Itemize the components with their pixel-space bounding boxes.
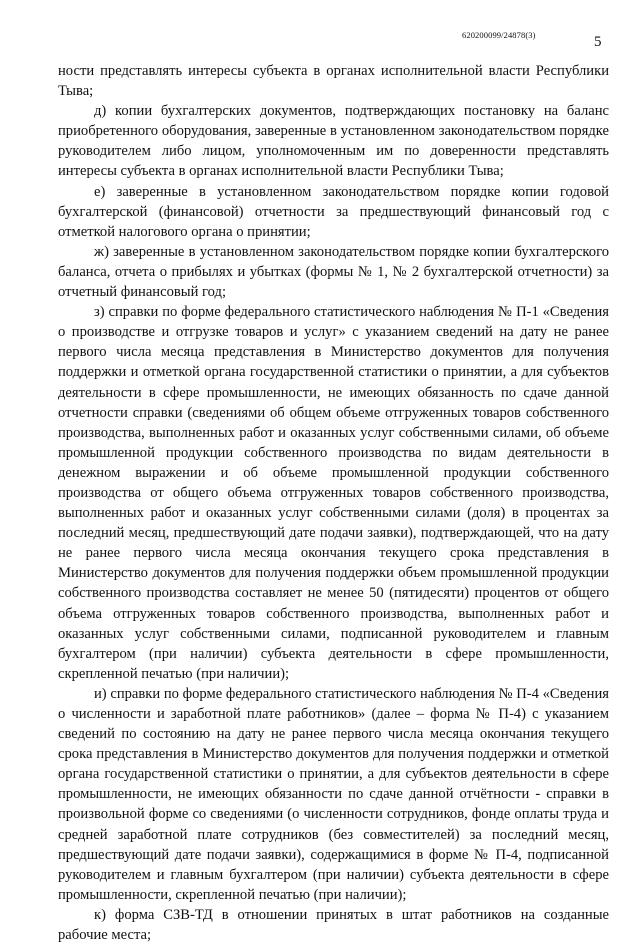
paragraph-item-i: и) справки по форме федерального статистического наблюдения № П-4 «Сведения о численности и заработной плате работников» (далее – форма № П-4) с указанием сведений по состоянию на дату не ранее первого числа месяца окончания текущего срока представления в Министерство документов для получения поддержки и отметкой органа государственной статистики о принятии, а для субъектов деятельности в сфере промышленности, не имеющих обязанности по сдаче данной отчётности - справки в произвольной форме со сведениями (о численности сотрудников, фонде оплаты труда и средней заработной плате сотрудников (без совместителей) за последний месяц, предшествующий дате подачи заявки), содержащимися в форме № П-4, подписанной руководителем и главным бухгалтером (при наличии) субъекта деятельности в сфере промышленности, скрепленной печатью (при наличии); — [58, 685, 609, 903]
paragraph-item-z: з) справки по форме федерального статистического наблюдения № П-1 «Сведения о производстве и отгрузке товаров и услуг» с указанием сведений на дату не ранее первого числа месяца представления в Министерство документов для получения поддержки и отметкой органа государственной статистики о принятии, а для субъектов деятельности в сфере промышленности, не имеющих обязанность по сдаче данной отчетности справки (сведениями об общем объеме отгруженных товаров собственного производства, выполненных работ и оказанных услуг собственными силами, об объеме промышленной продукции собственного производства по видам деятельности в денежном выражении и об объеме промышленной продукции собственного производства от общего объема отгруженных товаров собственного производства, выполненных работ и оказанных услуг собственными силами (доля) в процентах за последний месяц, предшествующий дате подачи заявки), подтверждающей, что на дату не ранее первого числа месяца окончания текущего срока представления в Министерство документов для получения поддержки объем промышленной продукции собственного производства составляет не менее 50 (пятидесяти) процентов от общего объема отгруженных товаров собственного производства, выполненных работ и оказанных услуг собственными силами, подписанной руководителем и главным бухгалтером (при наличии) субъекта деятельности в сфере промышленности, скрепленной печатью (при наличии); — [58, 304, 609, 682]
document-body — [58, 61, 609, 945]
page-number: 5 — [594, 34, 602, 50]
paragraph-item-d: д) копии бухгалтерских документов, подтверждающих постановку на баланс приобретенного оборудования, заверенные в установленном законодательством порядке руководителем либо лицом, уполномоченным им по доверенности представлять интересы субъекта в органах исполнительной власти Республики Тыва; — [58, 103, 609, 180]
document-id: 620200099/24878(3) — [462, 30, 536, 40]
paragraph-item-e: е) заверенные в установленном законодательством порядке копии годовой бухгалтерской (финансовой) отчетности за предшествующий финансовый год с отметкой налогового органа о принятии; — [58, 183, 609, 240]
paragraph-continuation: ности представлять интересы субъекта в органах исполнительной власти Республики Тыва; — [58, 63, 609, 100]
paragraph-item-k: к) форма СЗВ-ТД в отношении принятых в штат работников на созданные рабочие места; — [58, 906, 609, 944]
paragraph-item-zh: ж) заверенные в установленном законодательством порядке копии бухгалтерского баланса, отчета о прибылях и убытках (формы № 1, № 2 бухгалтерской отчетности) за отчетный финансовый год; — [58, 243, 609, 301]
